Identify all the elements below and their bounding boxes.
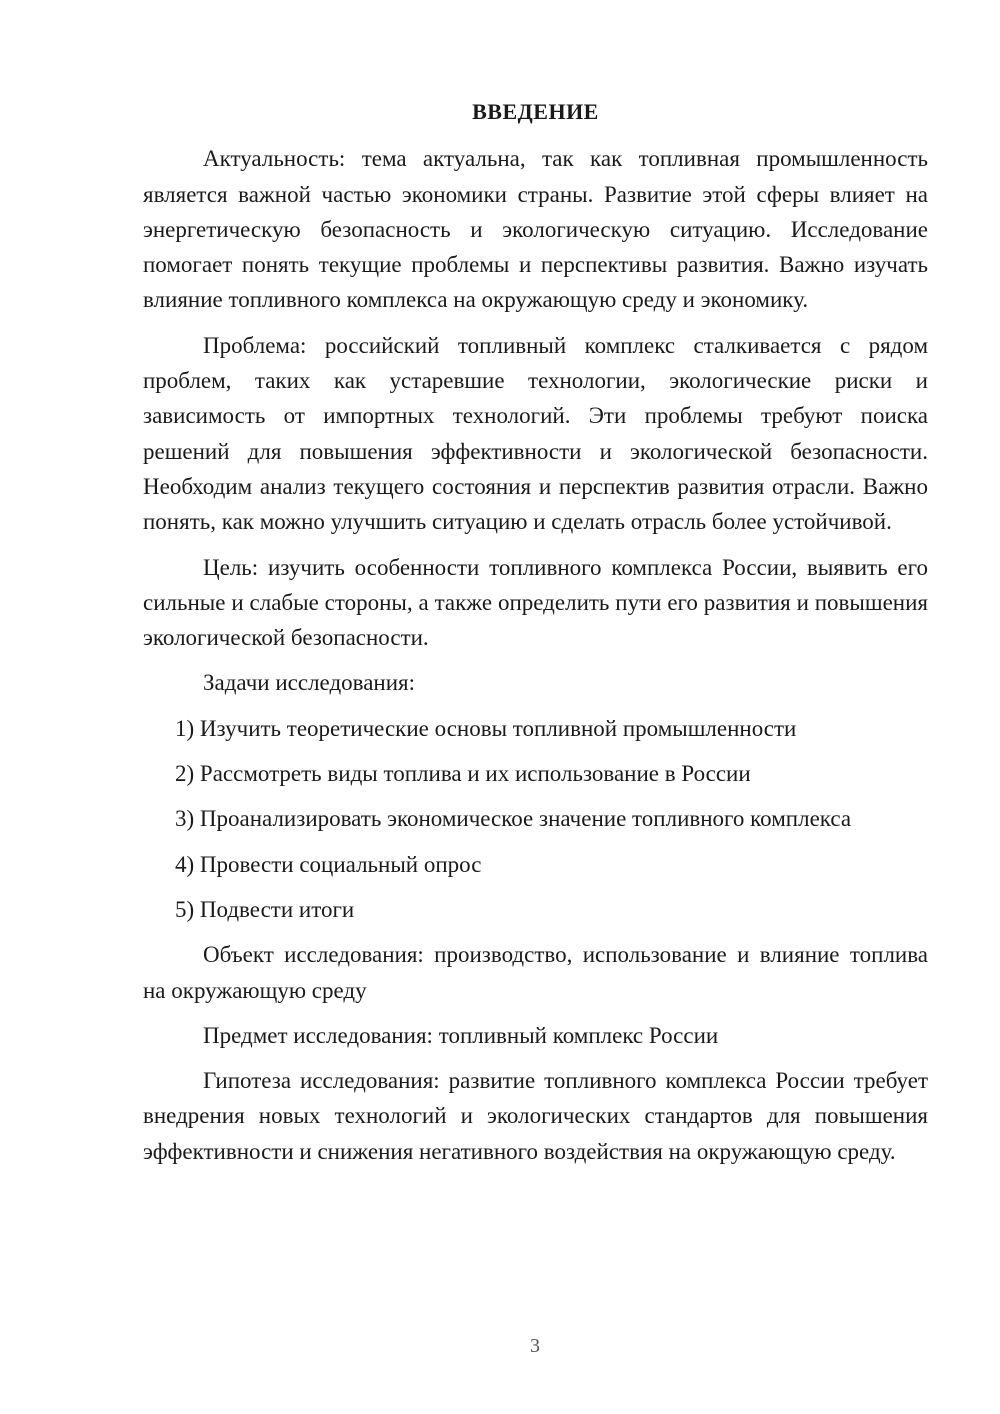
problem-paragraph: Проблема: российский топливный комплекс сталкивается с рядом проблем, таких как устаревшие технологии, экологические риски и зависимость от импортных технологий. Эти проблемы требуют поиска решений для повышения эффективности и экологической безопасности. Необходим анализ текущего состояния и перспектив развития отрасли. Важно понять, как можно улучшить ситуацию и сделать отрасль более устойчивой. [143, 332, 928, 535]
page-number: 3 [530, 1335, 540, 1357]
tasks-heading: Задачи исследования: [203, 670, 416, 696]
list-item: 4) Провести социальный опрос [175, 851, 482, 877]
list-item: 2) Рассмотреть виды топлива и их использование в России [175, 761, 751, 787]
page-title: ВВЕДЕНИЕ [472, 99, 599, 124]
object-paragraph: Объект исследования: производство, использование и влияние топлива на окружающую среду [143, 942, 928, 1003]
page-number-container [0, 1335, 1000, 1358]
goal-paragraph: Цель: изучить особенности топливного комплекса России, выявить его сильные и слабые стороны, а также определить пути его развития и повышения экологической безопасности. [143, 554, 928, 651]
hypothesis-paragraph: Гипотеза исследования: развитие топливного комплекса России требует внедрения новых технологий и экологических стандартов для повышения эффективности и снижения негативного воздействия на окружающую среду. [143, 1068, 928, 1164]
relevance-paragraph: Актуальность: тема актуальна, так как топливная промышленность является важной частью экономики страны. Развитие этой сферы влияет на энергетическую безопасность и экологическую ситуацию. Исследование помогает понять текущие проблемы и перспективы развития. Важно изучать влияние топливного комплекса на окружающую среду и экономику. [143, 146, 928, 313]
list-item: 3) Проанализировать экономическое значение топливного комплекса [175, 806, 852, 832]
page-content [143, 94, 928, 1179]
list-item: 5) Подвести итоги [175, 896, 355, 922]
tasks-list [143, 711, 928, 927]
subject-paragraph: Предмет исследования: топливный комплекс России [203, 1022, 719, 1048]
list-item: 1) Изучить теоретические основы топливной промышленности [175, 715, 797, 741]
